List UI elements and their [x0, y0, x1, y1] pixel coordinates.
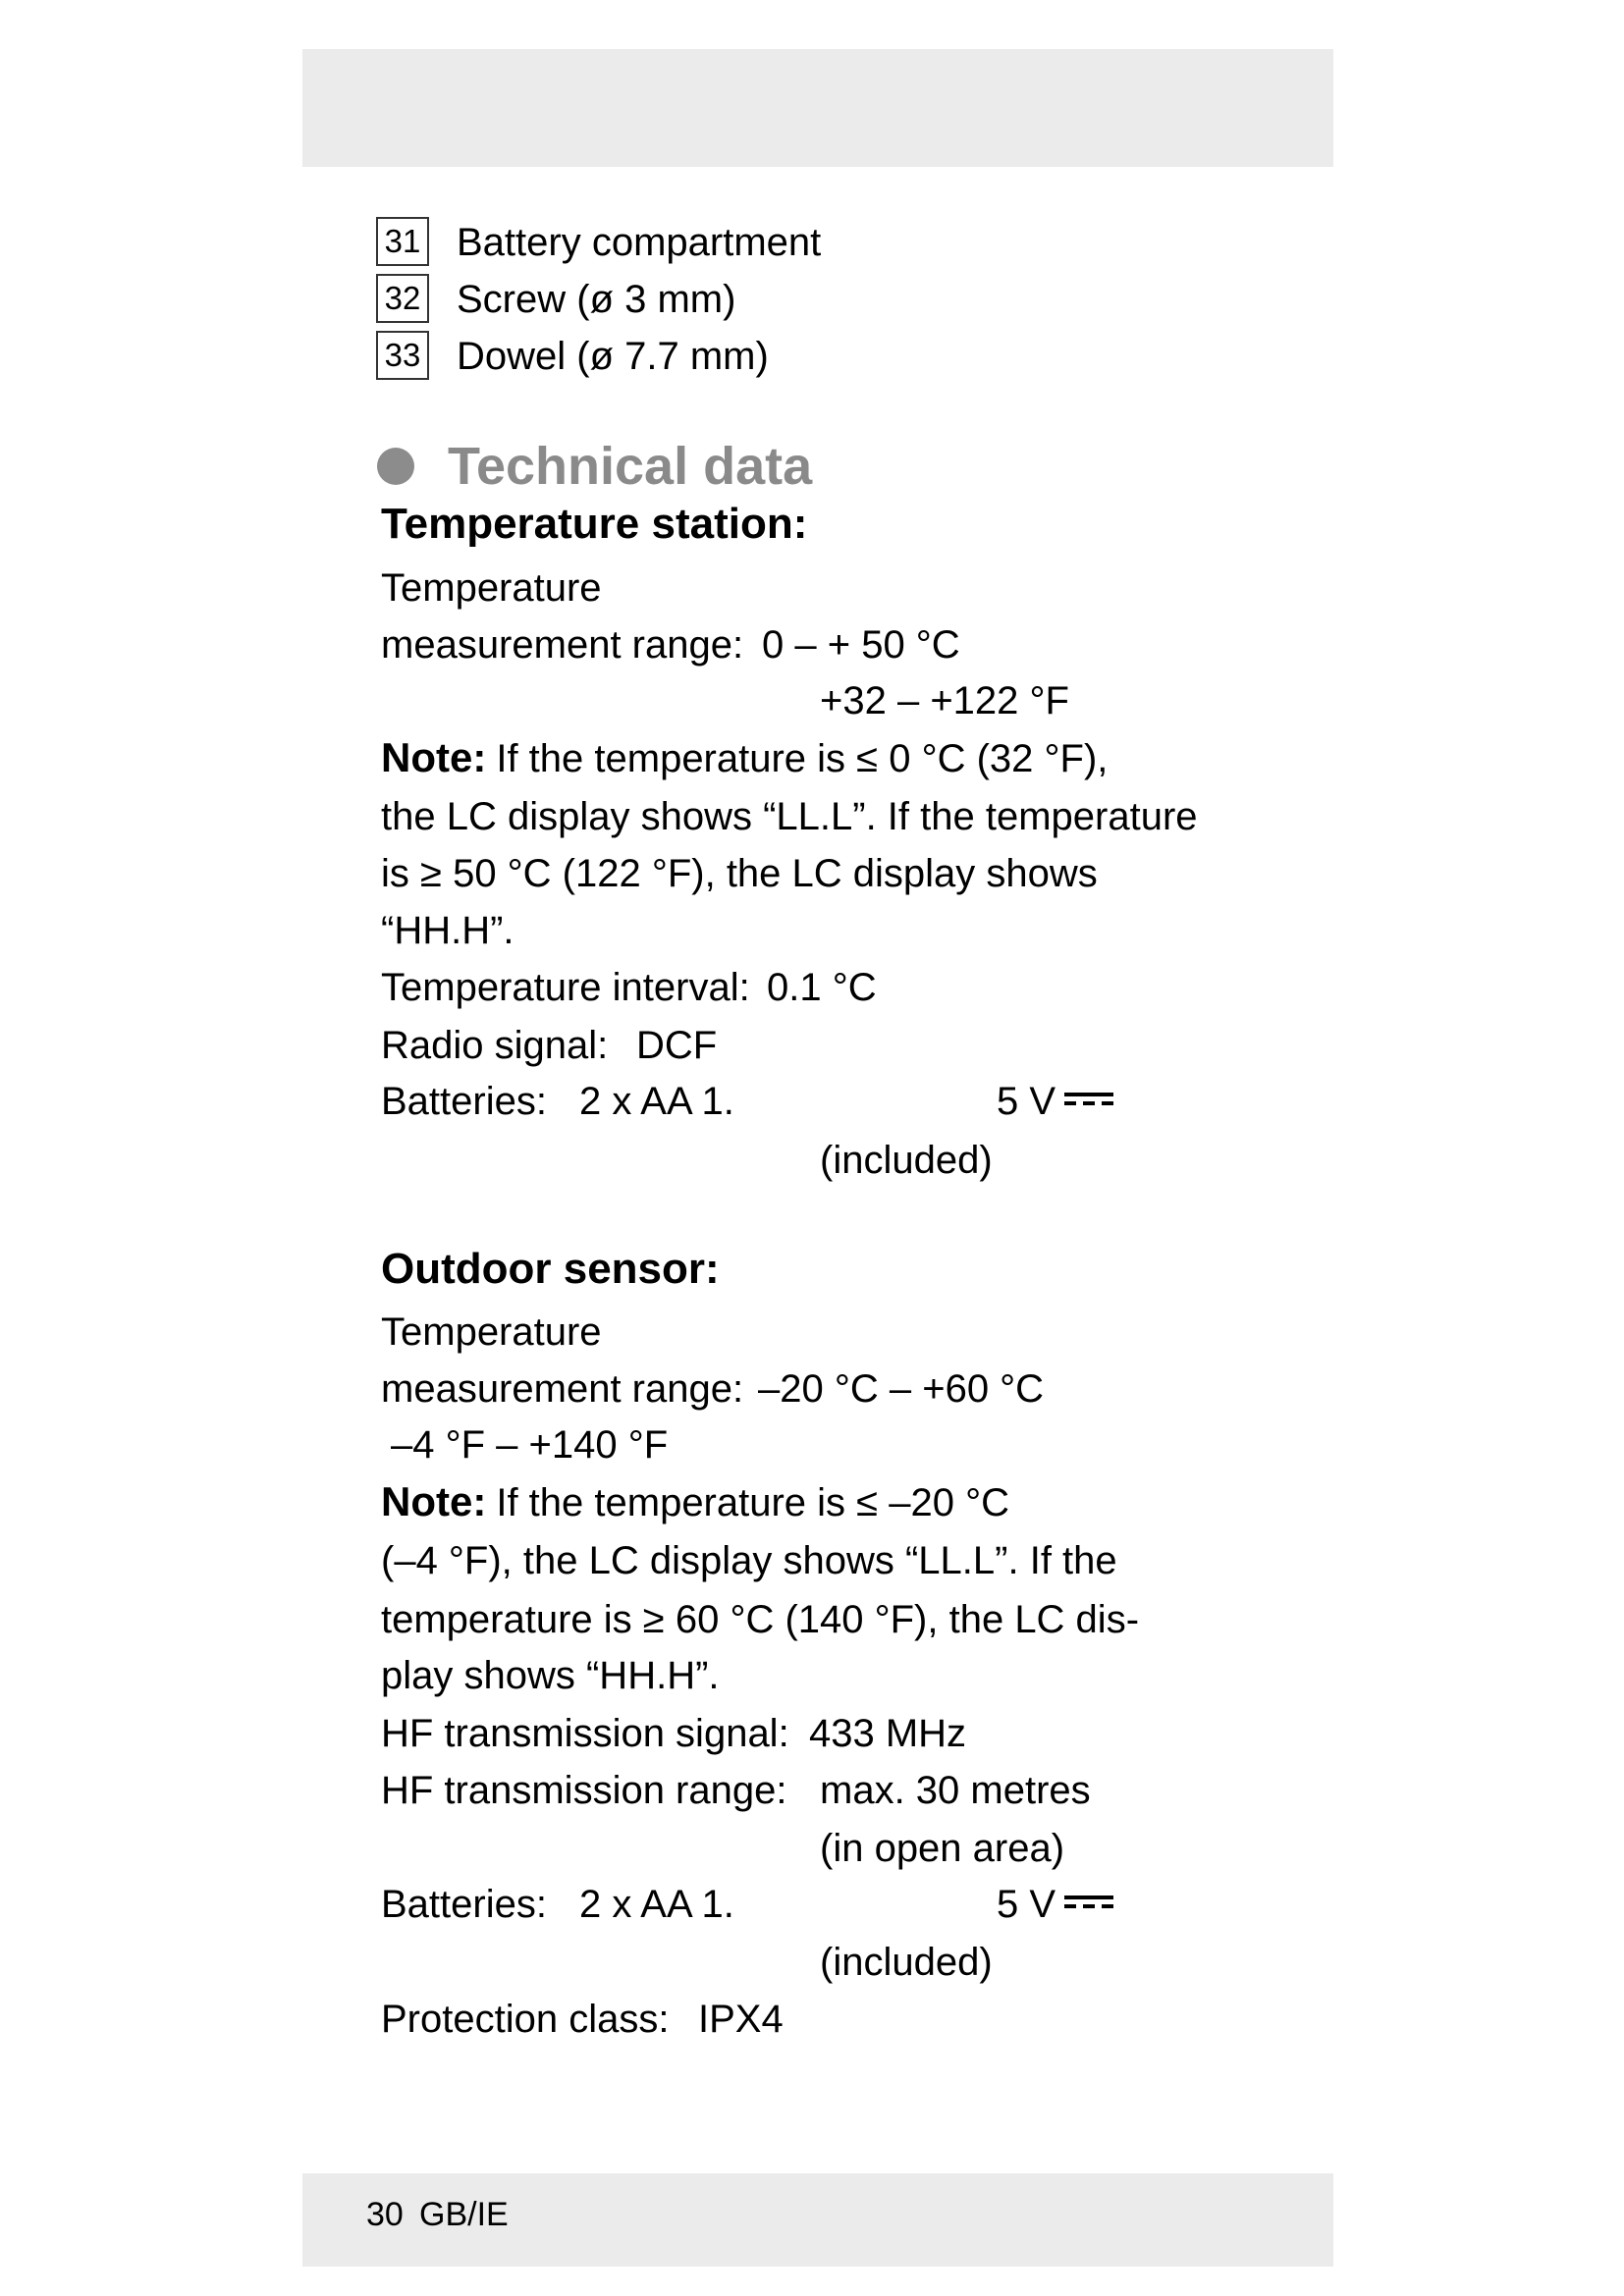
- protection-class-label: Protection class:: [381, 1998, 670, 2041]
- measurement-range-fahrenheit: +32 – +122 °F: [820, 679, 1069, 722]
- batteries-value: 2 x AA 1.: [579, 1080, 734, 1123]
- protection-class-value: IPX4: [698, 1998, 784, 2041]
- circle-bullet-icon: [377, 448, 414, 485]
- hf-signal-row: [381, 1705, 1363, 1762]
- note-line: [381, 1473, 1363, 1530]
- batteries-label: Batteries:: [381, 1883, 547, 1926]
- batteries-row: [381, 1073, 1363, 1130]
- temperature-label: Temperature: [381, 566, 602, 610]
- part-number-box: 32: [376, 274, 429, 323]
- part-label: Dowel (ø 7.7 mm): [457, 335, 769, 378]
- note-line: is ≥ 50 °C (122 °F), the LC display shows: [381, 852, 1098, 895]
- measurement-range-celsius: –20 °C – +60 °C: [758, 1367, 1045, 1411]
- note-line: “HH.H”.: [381, 909, 514, 952]
- batteries-value: 2 x AA 1.: [579, 1883, 734, 1926]
- hf-range-label: HF transmission range:: [381, 1769, 787, 1812]
- radio-signal-value: DCF: [636, 1024, 718, 1067]
- measurement-range-celsius: 0 – + 50 °C: [762, 623, 960, 667]
- protection-class-row: [381, 1991, 1363, 2048]
- part-number-box: 31: [376, 217, 429, 266]
- hf-range-row: [381, 1762, 1363, 1819]
- batteries-label: Batteries:: [381, 1080, 547, 1123]
- section-title-text: Technical data: [448, 437, 813, 496]
- note-label: Note:: [381, 734, 487, 780]
- radio-signal-row: [381, 1017, 1363, 1074]
- batteries-note: (included): [820, 1139, 993, 1182]
- part-label: Screw (ø 3 mm): [457, 278, 736, 321]
- hf-range-note: (in open area): [820, 1827, 1065, 1870]
- hf-signal-label: HF transmission signal:: [381, 1712, 789, 1755]
- part-number-box: 33: [376, 331, 429, 380]
- batteries-voltage: 5 V: [997, 1080, 1056, 1123]
- note-line: play shows “HH.H”.: [381, 1654, 720, 1697]
- dc-symbol-icon: [1064, 1093, 1113, 1106]
- part-label: Battery compartment: [457, 221, 822, 264]
- batteries-row: [381, 1876, 1363, 1933]
- part-item: [376, 271, 1063, 328]
- temperature-interval-value: 0.1 °C: [767, 966, 877, 1009]
- measurement-range-label: measurement range:: [381, 623, 744, 667]
- note-line: the LC display shows “LL.L”. If the temperature: [381, 795, 1198, 838]
- note-line: (–4 °F), the LC display shows “LL.L”. If the: [381, 1539, 1117, 1582]
- hf-range-value: max. 30 metres: [820, 1769, 1091, 1812]
- batteries-voltage: 5 V: [997, 1883, 1056, 1926]
- batteries-note: (included): [820, 1941, 993, 1984]
- radio-signal-label: Radio signal:: [381, 1024, 609, 1067]
- dc-symbol-icon: [1064, 1896, 1113, 1909]
- page-number: 30: [366, 2196, 404, 2233]
- part-item: [376, 328, 1063, 385]
- hf-signal-value: 433 MHz: [809, 1712, 967, 1755]
- note-line: [381, 729, 1363, 786]
- measurement-range-label: measurement range:: [381, 1367, 744, 1411]
- measurement-range-fahrenheit: –4 °F – +140 °F: [391, 1423, 669, 1467]
- note-label: Note:: [381, 1478, 487, 1524]
- temperature-interval-label: Temperature interval:: [381, 966, 750, 1009]
- part-item: [376, 214, 1063, 271]
- temperature-station-heading: Temperature station:: [381, 500, 808, 548]
- note-text: If the temperature is ≤ 0 °C (32 °F),: [496, 737, 1109, 780]
- header-bar: [302, 49, 1333, 167]
- measurement-range-row: [381, 1361, 1363, 1417]
- temperature-label: Temperature: [381, 1310, 602, 1354]
- outdoor-sensor-heading: Outdoor sensor:: [381, 1245, 720, 1293]
- temperature-interval-row: [381, 959, 1363, 1016]
- note-text: If the temperature is ≤ –20 °C: [496, 1481, 1009, 1524]
- note-line: temperature is ≥ 60 °C (140 °F), the LC dis-: [381, 1598, 1140, 1641]
- section-title: [377, 437, 1163, 496]
- measurement-range-row: [381, 616, 1363, 673]
- footer-locale: GB/IE: [419, 2196, 509, 2233]
